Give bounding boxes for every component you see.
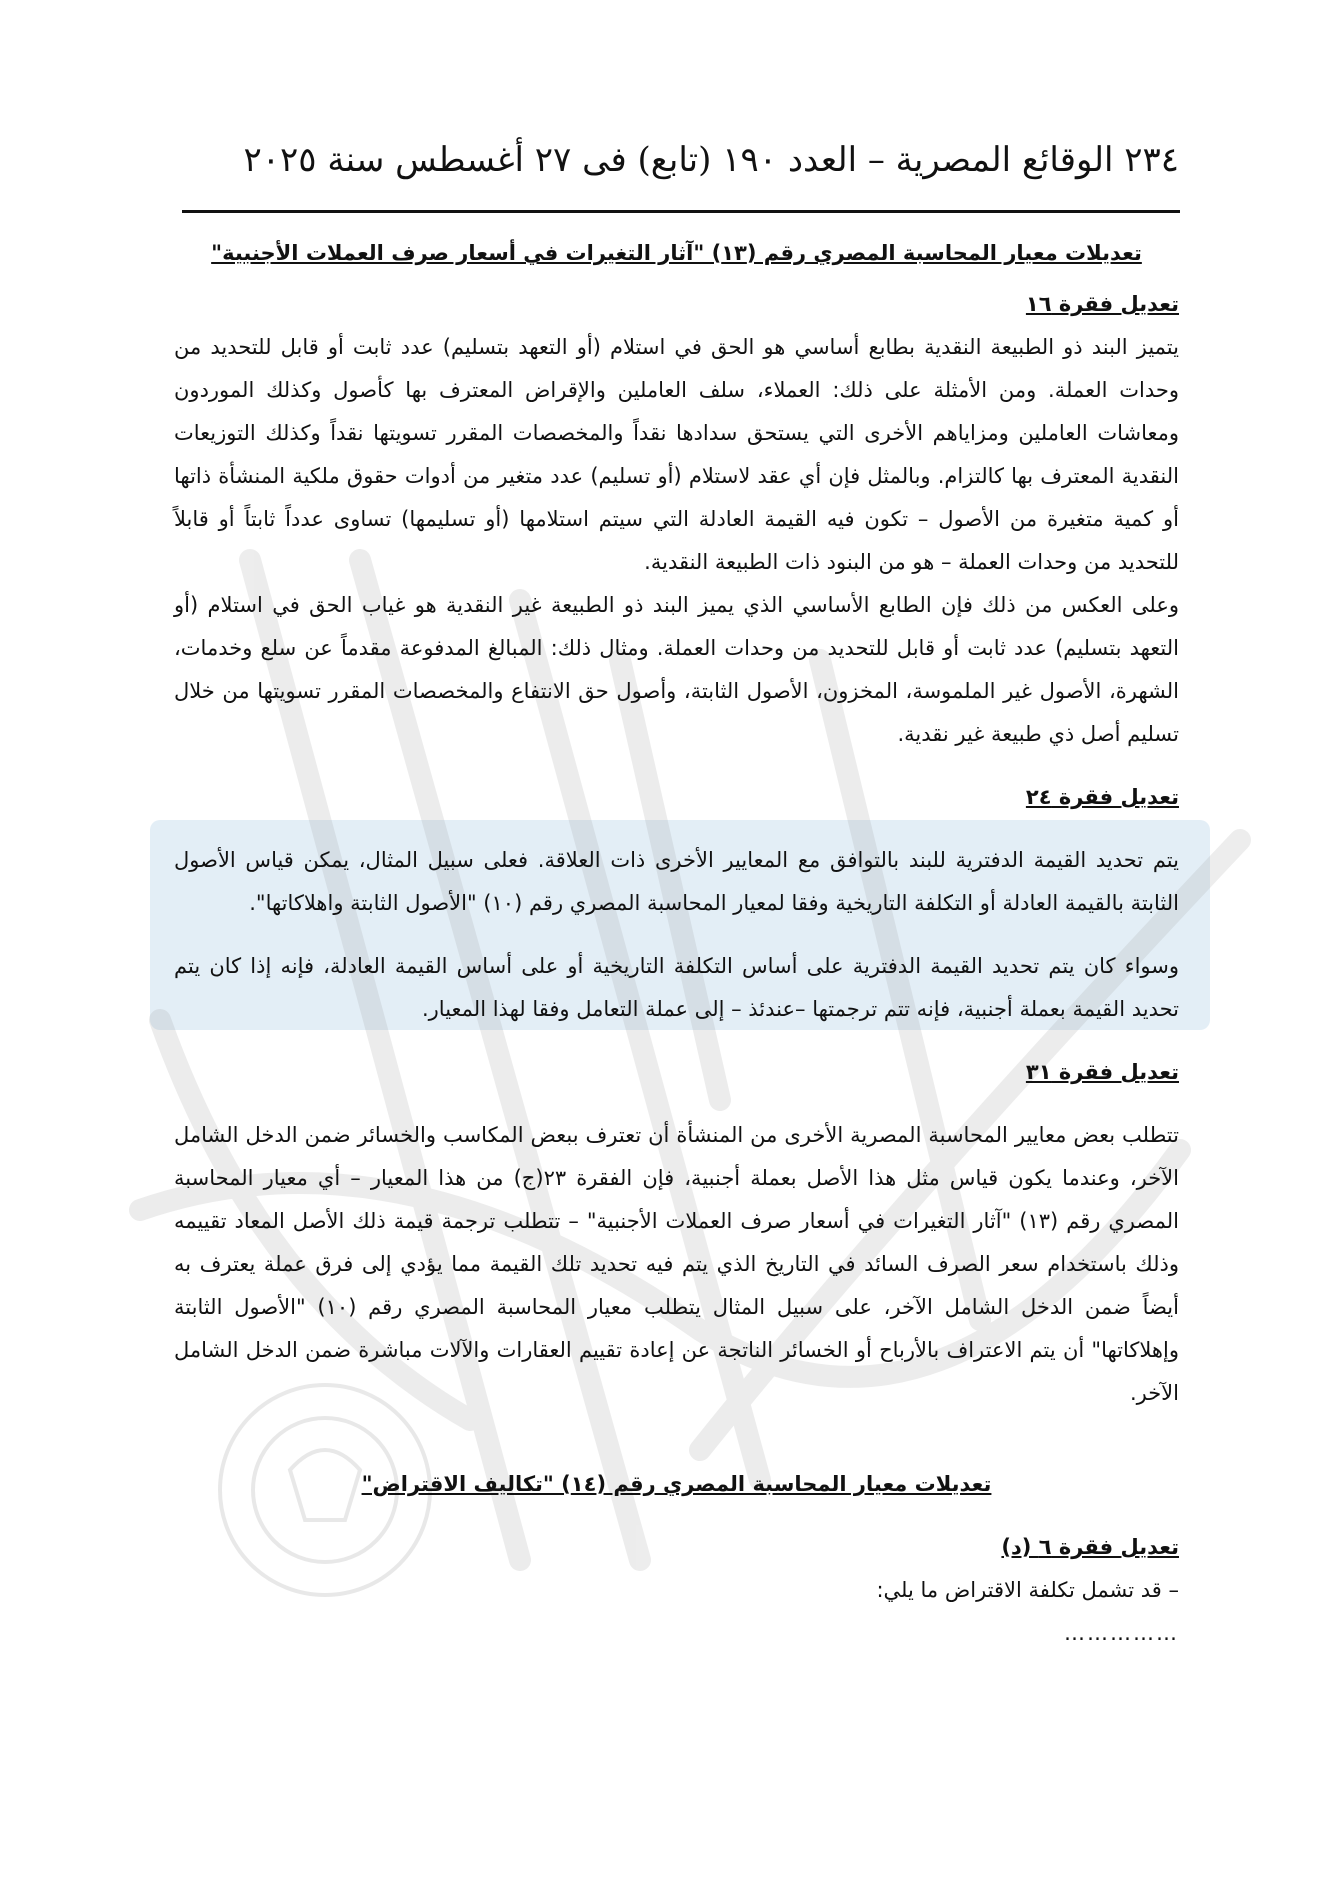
- paragraph-24-text-2: وسواء كان يتم تحديد القيمة الدفترية على أساس التكلفة التاريخية أو على أساس القيمة العادلة، فإنه إذا كان يتم تحديد القيمة بعملة أجنبية، فإنه تتم ترجمتها –عندئذ – إلى عملة التعامل وفقا لهذا المعيار.: [174, 954, 1179, 1021]
- paragraph-31-text: تتطلب بعض معايير المحاسبة المصرية الأخرى من المنشأة أن تعترف ببعض المكاسب والخسائر ضمن الدخل الشامل الآخر، وعندما يكون قياس مثل هذا الأصل بعملة أجنبية، فإن الفقرة ٢٣(ج) من هذا المعيار – أي معيار المحاسبة المصري رقم (١٣) "آثار التغيرات في أسعار صرف العملات الأجنبية" – تتطلب ترجمة قيمة ذلك الأصل المعاد تقييمه وذلك باستخدام سعر الصرف السائد في التاريخ الذي يتم فيه تحديد تلك القيمة مما يؤدي إلى فرق عملة يعترف به أيضاً ضمن الدخل الشامل الآخر، على سبيل المثال يتطلب معيار المحاسبة المصري رقم (١٠) "الأصول الثابتة وإهلاكاتها" أن يتم الاعتراف بالأرباح أو الخسائر الناتجة عن إعادة تقييم العقارات والآلات مباشرة ضمن الدخل الشامل الآخر.: [174, 1123, 1179, 1405]
- paragraph-6d-dots: ……………: [1064, 1621, 1179, 1645]
- page-header: ٢٣٤ الوقائع المصرية – العدد ١٩٠ (تابع) فى ٢٧ أغسطس سنة ٢٠٢٥: [243, 140, 1179, 180]
- heading-paragraph-24: تعديل فقرة ٢٤: [1025, 785, 1179, 809]
- section-title-standard-14: تعديلات معيار المحاسبة المصري رقم (١٤) "تكاليف الاقتراض": [361, 1472, 992, 1496]
- heading-paragraph-16: تعديل فقرة ١٦: [1025, 292, 1179, 316]
- paragraph-6d-line: – قد تشمل تكلفة الاقتراض ما يلي:: [876, 1578, 1179, 1602]
- heading-paragraph-31: تعديل فقرة ٣١: [1025, 1060, 1179, 1084]
- document-body: [174, 232, 1179, 1655]
- header-divider: [182, 210, 1180, 213]
- paragraph-16-text-1: يتميز البند ذو الطبيعة النقدية بطابع أساسي هو الحق في استلام (أو التعهد بتسليم) عدد ثابت أو قابل للتحديد من وحدات العملة. ومن الأمثلة على ذلك: العملاء، سلف العاملين والإقراض المعترف بها كأصول وكذلك الموردون ومعاشات العاملين ومزاياهم الأخرى التي يستحق سدادها نقداً والمخصصات المقرر تسويتها نقداً وكذلك التوزيعات النقدية المعترف بها كالتزام. وبالمثل فإن أي عقد لاستلام (أو تسليم) عدد متغير من أدوات حقوق ملكية المنشأة ذاتها أو كمية متغيرة من الأصول – تكون فيه القيمة العادلة التي سيتم استلامها (أو تسليمها) تساوى عدداً ثابتاً أو قابلاً للتحديد من وحدات العملة – هو من البنود ذات الطبيعة النقدية.: [174, 335, 1179, 574]
- section-title-standard-13: تعديلات معيار المحاسبة المصري رقم (١٣) "آثار التغيرات في أسعار صرف العملات الأجنبية": [211, 241, 1142, 265]
- heading-paragraph-6d: تعديل فقرة ٦ (د): [1001, 1535, 1179, 1559]
- paragraph-24-text-1: يتم تحديد القيمة الدفترية للبند بالتوافق مع المعايير الأخرى ذات العلاقة. فعلى سبيل المثال، يمكن قياس الأصول الثابتة بالقيمة العادلة أو التكلفة التاريخية وفقا لمعيار المحاسبة المصري رقم (١٠) "الأصول الثابتة واهلاكاتها".: [174, 848, 1179, 915]
- paragraph-16-text-2: وعلى العكس من ذلك فإن الطابع الأساسي الذي يميز البند ذو الطبيعة غير النقدية هو غياب الحق في استلام (أو التعهد بتسليم) عدد ثابت أو قابل للتحديد من وحدات العملة. ومثال ذلك: المبالغ المدفوعة مقدماً عن سلع وخدمات، الشهرة، الأصول غير الملموسة، المخزون، الأصول الثابتة، وأصول حق الانتفاع والمخصصات المقرر تسويتها من خلال تسليم أصل ذي طبيعة غير نقدية.: [174, 593, 1179, 746]
